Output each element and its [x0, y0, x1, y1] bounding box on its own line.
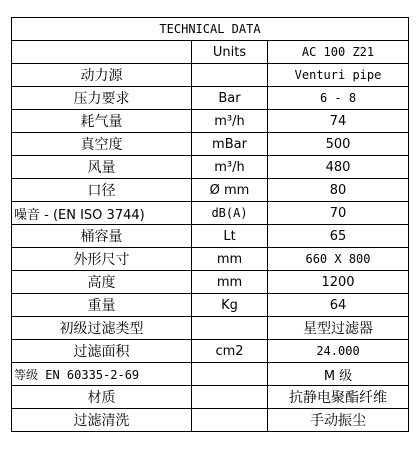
technical-data-table [11, 17, 409, 432]
row-value: 24.000 [268, 340, 409, 363]
row-value: 64 [268, 294, 409, 317]
row-unit: mm [192, 271, 268, 294]
row-label: 风量 [12, 156, 192, 179]
row-unit [192, 64, 268, 87]
row-unit [192, 409, 268, 432]
row-value: 抗静电聚酯纤维 [268, 386, 409, 409]
row-label: 口径 [12, 179, 192, 202]
row-value: M 级 [268, 363, 409, 386]
header-row [12, 41, 409, 64]
header-cell-model: AC 100 Z21 [268, 41, 409, 64]
row-value: 480 [268, 156, 409, 179]
table-row [12, 363, 409, 386]
row-label: 过滤面积 [12, 340, 192, 363]
table-row [12, 248, 409, 271]
row-label: 耗气量 [12, 110, 192, 133]
table-row [12, 156, 409, 179]
row-label: 外形尺寸 [12, 248, 192, 271]
table-row [12, 179, 409, 202]
row-unit: mm [192, 248, 268, 271]
row-label: 等级 EN 60335-2-69 [12, 363, 192, 386]
row-label: 噪音 - (EN ISO 3744) [12, 202, 192, 225]
table-row [12, 110, 409, 133]
row-unit: m³/h [192, 110, 268, 133]
row-unit: Lt [192, 225, 268, 248]
table-row [12, 340, 409, 363]
row-unit [192, 317, 268, 340]
header-cell-units: Units [192, 41, 268, 64]
table-row [12, 294, 409, 317]
row-label: 重量 [12, 294, 192, 317]
technical-data-sheet [11, 17, 408, 449]
row-label: 真空度 [12, 133, 192, 156]
table-row [12, 87, 409, 110]
row-label: 材质 [12, 386, 192, 409]
row-label: 桶容量 [12, 225, 192, 248]
row-value: 6 - 8 [268, 87, 409, 110]
header-cell-label [12, 41, 192, 64]
row-label: 过滤清洗 [12, 409, 192, 432]
row-value: 70 [268, 202, 409, 225]
row-unit: cm2 [192, 340, 268, 363]
row-value: 660 X 800 [268, 248, 409, 271]
row-unit: Kg [192, 294, 268, 317]
row-value: 74 [268, 110, 409, 133]
row-unit: Ø mm [192, 179, 268, 202]
table-row [12, 409, 409, 432]
row-unit: dB(A) [192, 202, 268, 225]
row-value: 手动振尘 [268, 409, 409, 432]
row-value: 65 [268, 225, 409, 248]
table-row [12, 386, 409, 409]
table-row [12, 225, 409, 248]
row-value: 1200 [268, 271, 409, 294]
row-label: 动力源 [12, 64, 192, 87]
row-label: 压力要求 [12, 87, 192, 110]
row-unit [192, 386, 268, 409]
table-row [12, 202, 409, 225]
table-row [12, 64, 409, 87]
row-label: 初级过滤类型 [12, 317, 192, 340]
row-unit: m³/h [192, 156, 268, 179]
row-value: 80 [268, 179, 409, 202]
table-row [12, 317, 409, 340]
table-row [12, 271, 409, 294]
table-row [12, 133, 409, 156]
row-value: 星型过滤器 [268, 317, 409, 340]
row-unit: mBar [192, 133, 268, 156]
title-row [12, 18, 409, 41]
row-label: 高度 [12, 271, 192, 294]
row-value: 500 [268, 133, 409, 156]
row-unit [192, 363, 268, 386]
row-value: Venturi pipe [268, 64, 409, 87]
row-unit: Bar [192, 87, 268, 110]
table-title: TECHNICAL DATA [12, 18, 409, 41]
